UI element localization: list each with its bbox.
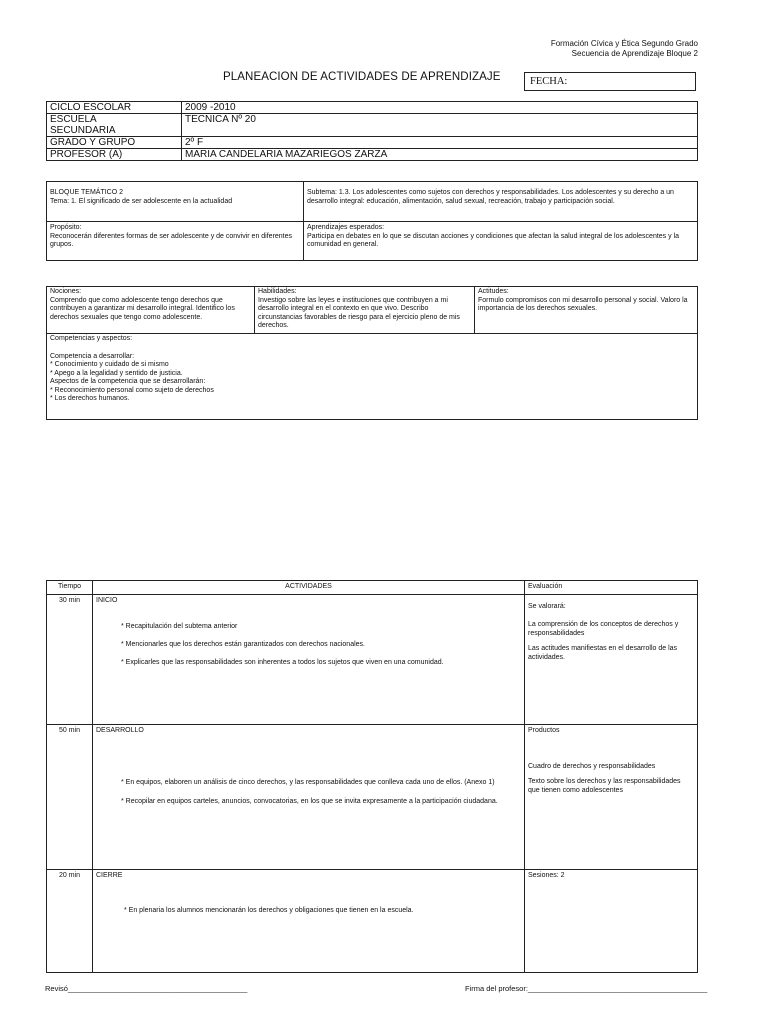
info-label: ESCUELA SECUNDARIA xyxy=(47,114,182,137)
activity-item: * Recopilar en equipos carteles, anuncios, convocatorias, en los que se invita expresamente a la participación ciudadana. xyxy=(121,798,498,805)
info-table xyxy=(46,101,698,161)
desarrollo-row xyxy=(47,725,698,870)
fecha-label: FECHA: xyxy=(530,76,568,87)
activity-item: * En equipos, elaboren un análisis de cinco derechos, y las responsabilidades que conlleva cada uno de ellos. (Anexo 1) xyxy=(121,779,495,786)
bloque-title: BLOQUE TEMÁTICO 2 xyxy=(50,189,123,196)
habilidades-text: Investigo sobre las leyes e instituciones que contribuyen a mi desarrollo integral en el contexto en que vivo. Describo circunstancias favorables de riesgo para el ejercicio pleno de mis derechos. xyxy=(258,296,460,329)
activity-item: * Mencionarles que los derechos están garantizados con derechos nacionales. xyxy=(121,641,365,648)
habilidades-label: Habilidades: xyxy=(258,288,297,295)
desarrollo-title: DESARROLLO xyxy=(96,727,144,734)
info-row xyxy=(47,102,698,114)
subtema-cell xyxy=(304,182,698,222)
cierre-time: 20 min xyxy=(47,870,93,973)
eval-title: Productos xyxy=(528,727,560,734)
document-title: PLANEACION DE ACTIVIDADES DE APRENDIZAJE xyxy=(223,71,501,83)
contenidos-table xyxy=(46,286,698,420)
activity-item: * Explicarles que las responsabilidades son inherentes a todos los sujetos que viven en una comunidad. xyxy=(121,659,444,666)
aprendizajes-text: Participa en debates en lo que se discutan acciones y condiciones que afectan la salud integral de los adolescentes y la comunidad en general. xyxy=(307,232,680,248)
info-value: TECNICA Nº 20 xyxy=(182,114,698,137)
nociones-label: Nociones: xyxy=(50,288,82,295)
proposito-label: Propósito: xyxy=(50,224,82,231)
cierre-eval-cell xyxy=(525,870,698,973)
aprendizajes-cell xyxy=(304,222,698,261)
info-value: 2009 -2010 xyxy=(182,102,698,114)
aprendizajes-label: Aprendizajes esperados: xyxy=(307,224,385,231)
activity-item: * Recapitulación del subtema anterior xyxy=(121,623,238,630)
subject-line: Formación Cívica y Ética Segundo Grado xyxy=(550,39,698,48)
eval-item: Texto sobre los derechos y las responsabilidades que tienen como adolescentes xyxy=(528,778,681,794)
info-row xyxy=(47,137,698,149)
inicio-row xyxy=(47,595,698,725)
cierre-row xyxy=(47,870,698,973)
subject-header xyxy=(480,39,698,59)
fecha-field[interactable] xyxy=(524,72,696,91)
actitudes-label: Actitudes: xyxy=(478,288,509,295)
tema-text: Tema: 1. El significado de ser adolescente en la actualidad xyxy=(50,197,233,205)
sesiones-text: Sesiones: 2 xyxy=(528,872,565,879)
eval-title: Se valorará: xyxy=(528,603,566,610)
competencia-desarrollar-label: Competencia a desarrollar: xyxy=(50,352,135,360)
aspecto-item: * Los derechos humanos. xyxy=(50,395,130,402)
info-value: 2º F xyxy=(182,137,698,149)
col-header-actividades: ACTIVIDADES xyxy=(93,581,525,595)
info-row xyxy=(47,114,698,137)
cierre-cell xyxy=(93,870,525,973)
actitudes-cell xyxy=(475,287,698,334)
competencias-label: Competencias y aspectos: xyxy=(50,335,133,342)
bloque-table xyxy=(46,181,698,261)
inicio-title: INICIO xyxy=(96,597,118,604)
reviso-signature-line[interactable]: Revisó___________________________________________ xyxy=(45,984,248,993)
aspecto-item: * Reconocimiento personal como sujeto de derechos xyxy=(50,386,214,394)
info-label: GRADO Y GRUPO xyxy=(47,137,182,149)
firma-profesor-line[interactable]: Firma del profesor:___________________________________________ xyxy=(465,984,708,993)
eval-item: Cuadro de derechos y responsabilidades xyxy=(528,763,656,770)
info-row xyxy=(47,149,698,161)
inicio-eval-cell xyxy=(525,595,698,725)
inicio-time: 30 min xyxy=(47,595,93,725)
sequence-line: Secuencia de Aprendizaje Bloque 2 xyxy=(571,49,698,58)
competencia-item: * Apego a la legalidad y sentido de justicia. xyxy=(50,369,183,377)
proposito-text: Reconocerán diferentes formas de ser adolescente y de convivir en diferentes grupos. xyxy=(50,232,293,248)
actitudes-text: Formulo compromisos con mi desarrollo personal y social. Valoro la importancia de los derechos sexuales. xyxy=(478,296,688,312)
bloque-cell xyxy=(47,182,304,222)
activity-item: * En plenaria los alumnos mencionarán los derechos y obligaciones que tienen en la escuela. xyxy=(124,907,414,914)
competencias-cell xyxy=(47,334,698,420)
desarrollo-eval-cell xyxy=(525,725,698,870)
proposito-cell xyxy=(47,222,304,261)
nociones-cell xyxy=(47,287,255,334)
info-label: CICLO ESCOLAR xyxy=(47,102,182,114)
inicio-cell xyxy=(93,595,525,725)
desarrollo-time: 50 min xyxy=(47,725,93,870)
info-label: PROFESOR (A) xyxy=(47,149,182,161)
actividades-table xyxy=(46,580,698,973)
aspectos-label: Aspectos de la competencia que se desarrollarán: xyxy=(50,378,206,385)
eval-item: La comprensión de los conceptos de derechos y responsabilidades xyxy=(528,621,679,637)
subtema-text: Subtema: 1.3. Los adolescentes como sujetos con derechos y responsabilidades. Los adolescentes y su derecho a un desarrollo integral: educación, alimentación, salud sexual, recreación, trabajo y participación social. xyxy=(307,189,674,205)
desarrollo-cell xyxy=(93,725,525,870)
competencia-item: * Conocimiento y cuidado de si mismo xyxy=(50,361,169,368)
habilidades-cell xyxy=(255,287,475,334)
col-header-evaluacion: Evaluación xyxy=(525,581,698,595)
col-header-tiempo: Tiempo xyxy=(47,581,93,595)
cierre-title: CIERRE xyxy=(96,872,123,879)
nociones-text: Comprendo que como adolescente tengo derechos que contribuyen a garantizar mi desarrollo integral. Identifico los derechos sexuales que tengo como adolescente. xyxy=(50,296,235,321)
info-value: MARIA CANDELARIA MAZARIEGOS ZARZA xyxy=(182,149,698,161)
eval-item: Las actitudes manifiestas en el desarrollo de las actividades. xyxy=(528,645,678,661)
